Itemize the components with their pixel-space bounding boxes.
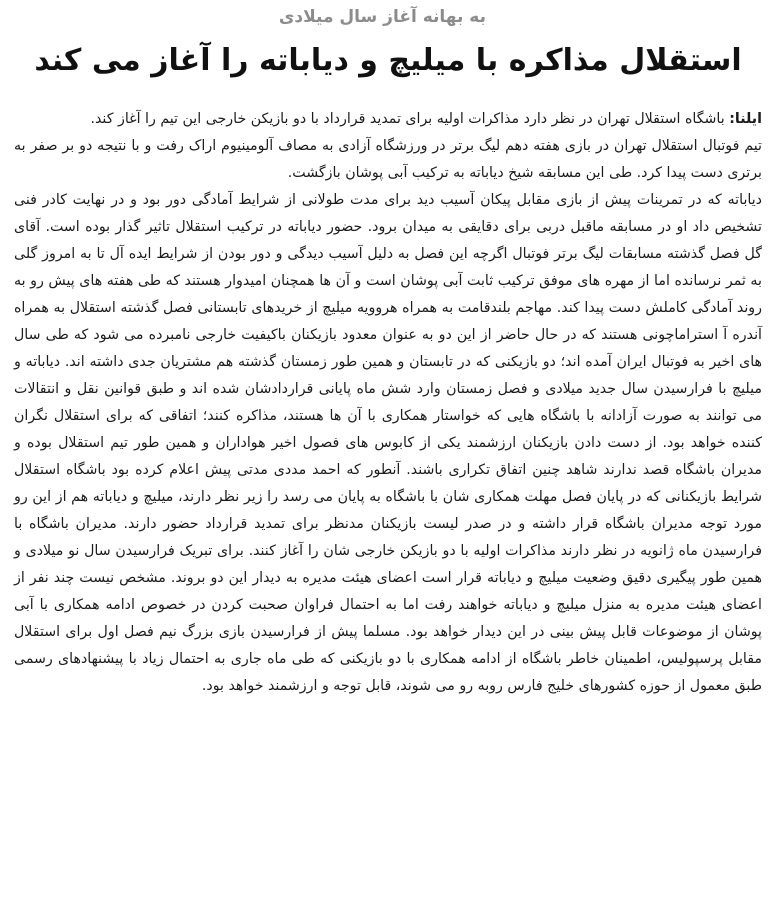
article-paragraph-2: تیم فوتبال استقلال تهران در بازی هفته دهم لیگ برتر در ورزشگاه آزادی به مصاف آلومینیوم اراک رفت و با نتیجه دو بر صفر به برتری دست پیدا کرد. طی این مسابقه شیخ دیاباته به ترکیب آبی پوشان بازگشت.: [14, 138, 762, 181]
article-kicker: به بهانه آغاز سال میلادی: [278, 7, 486, 27]
article-paragraph-1: [14, 106, 762, 133]
news-agency-label: ایلنا:: [729, 111, 762, 127]
article-headline: استقلال مذاکره با میلیچ و دیاباته را آغاز می کند: [34, 43, 742, 78]
article-paragraph-3: دیاباته که در تمرینات پیش از بازی مقابل پیکان آسیب دید برای مدت طولانی از شرایط آمادگی دور بود و در نهایت کادر فنی تشخیص داد او در مسابقه ماقبل دربی برای دقایقی به میدان برود. حضور دیاباته در ترکیب استقلال تاثیر گذار بوده است. آقای گل فصل گذشته مسابقات لیگ برتر فوتبال اگرچه این فصل به دلیل آسیب دیدگی و دور بودن از شرایط ایده آل تا به امروز گلی به ثمر نرسانده اما از مهره های موفق ترکیب ثابت آبی پوشان است و آن ها همچنان امیدوار هستند که طی هفته های پیش رو به روند آمادگی کاملش دست پیدا کند. مهاجم بلندقامت به همراه هروویه میلیچ از خریدهای تابستانی فصل گذشته استقلال به همراه آندره آ استراماچونی هستند که در حال حاضر از این دو به عنوان معدود بازیکنان باکیفیت خارجی نامبرده می شود که طی سال های اخیر به فوتبال ایران آمده اند؛ دو بازیکنی که در تابستان و همین طور زمستان گذشته هم مشتریان جدی داشته اند. دیاباته و میلیچ با فرارسیدن سال جدید میلادی و فصل زمستان وارد شش ماه پایانی قراردادشان شده اند و طبق قوانین نقل و انتقالات می توانند به صورت آزادانه با باشگاه هایی که خواستار همکاری با آن ها هستند، مذاکره کنند؛ اتفاقی که برای استقلال نگران کننده خواهد بود. از دست دادن بازیکنان ارزشمند یکی از کابوس های فصول اخیر هواداران و همین طور تیم استقلال بوده و مدیران باشگاه قصد ندارند شاهد چنین اتفاق تکراری باشند. آنطور که احمد مددی مدتی پیش اعلام کرده بود باشگاه استقلال شرایط بازیکنانی که در پایان فصل مهلت همکاری شان با باشگاه به پایان می رسد را زیر نظر دارند، میلیچ و دیاباته هم از این رو مورد توجه مدیران باشگاه قرار داشته و در صدر لیست بازیکنان مدنظر برای تمدید قرارداد حضور دارند. مدیران باشگاه با فرارسیدن ماه ژانویه در نظر دارند مذاکرات اولیه با دو بازیکن خارجی شان را آغاز کنند. برای تبریک فرارسیدن سال نو میلادی و همین طور پیگیری دقیق وضعیت میلیچ و دیاباته قرار است اعضای هیئت مدیره به دیدار این دو بروند. مشخص نیست چند نفر از اعضای هیئت مدیره به منزل میلیچ و دیاباته خواهند رفت اما به احتمال فراوان صحبت کردن در خصوص ادامه همکاری با آبی پوشان از موضوعات قابل پیش بینی در این دیدار خواهد بود. مسلما پیش از فرارسیدن بازی بزرگ نیم فصل اول برای استقلال مقابل پرسپولیس، اطمینان خاطر باشگاه از ادامه همکاری با دو بازیکنی که طی ماه جاری به احتمال زیاد با پیشنهادهای رسمی طبق معمول از حوزه کشورهای خلیج فارس روبه رو می شوند، قابل توجه و ارزشمند خواهد بود.: [14, 192, 762, 694]
paragraph-text: باشگاه استقلال تهران در نظر دارد مذاکرات اولیه برای تمدید قرارداد با دو بازیکن خارجی این تیم را آغاز کند.: [90, 111, 725, 127]
article-body: [14, 106, 762, 700]
